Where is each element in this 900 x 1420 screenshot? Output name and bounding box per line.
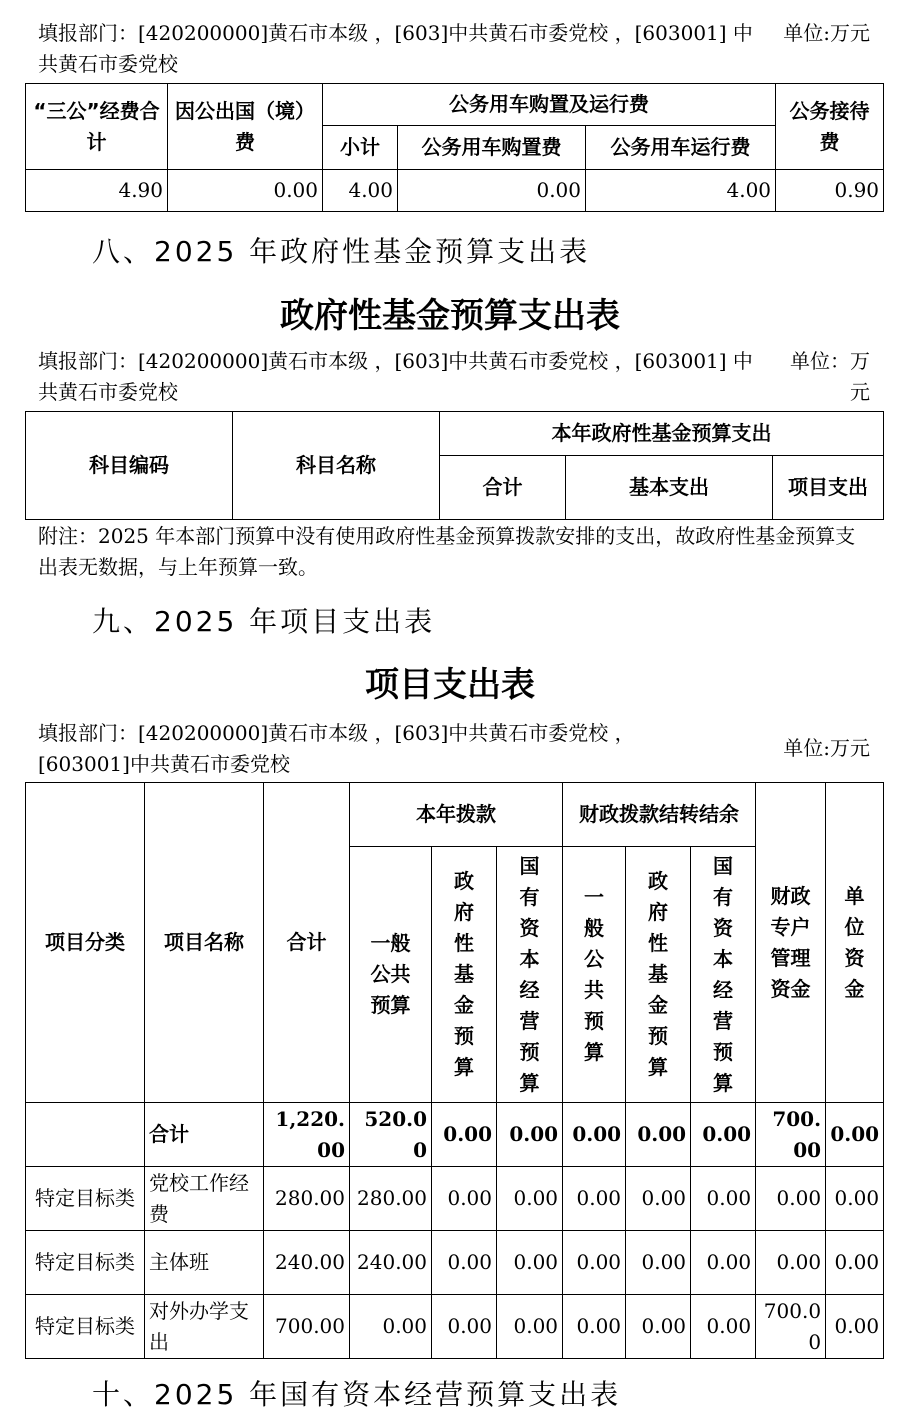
header-basic: 基本支出 <box>566 456 773 520</box>
row-special: 700.00 <box>756 1295 826 1359</box>
cell-abroad: 0.00 <box>168 170 323 212</box>
row-special: 0.00 <box>756 1167 826 1231</box>
row-carry-general: 0.00 <box>563 1231 626 1295</box>
section-10-heading: 十、2025 年国有资本经营预算支出表 <box>92 1378 622 1411</box>
s8-dept-line: 填报部门：[420200000]黄石市本级 ，[603]中共黄石市委党校 ，[603001] 中共黄石市委党校 <box>38 349 753 404</box>
header-code: 科目编码 <box>26 412 233 520</box>
header-unit-fund-text: 单位资金 <box>844 883 865 1001</box>
t7-unit: 单位:万元 <box>783 21 870 45</box>
row-carry-state-capital: 0.00 <box>691 1167 756 1231</box>
row-general: 0.00 <box>350 1295 432 1359</box>
total-row-special: 700.00 <box>756 1103 826 1167</box>
header-general-text: 一般公共预算 <box>370 931 411 1017</box>
header-sangong-total: “三公”经费合计 <box>26 84 168 170</box>
total-row-total: 1,220.00 <box>264 1103 350 1167</box>
row-state-capital: 0.00 <box>497 1167 563 1231</box>
row-carry-general: 0.00 <box>563 1167 626 1231</box>
header-state-capital-text: 国有资本经营预算 <box>519 853 540 1095</box>
total-row-gov-fund: 0.00 <box>432 1103 497 1167</box>
header-gov-fund <box>432 847 497 1103</box>
total-row-carry-gov-fund: 0.00 <box>626 1103 691 1167</box>
total-row-label: 合计 <box>145 1103 264 1167</box>
cell-subtotal: 4.00 <box>323 170 398 212</box>
total-row-unit-fund: 0.00 <box>826 1103 884 1167</box>
header-general <box>350 847 432 1103</box>
row-category: 特定目标类 <box>26 1167 145 1231</box>
row-gov-fund: 0.00 <box>432 1231 497 1295</box>
header-reception: 公务接待费 <box>776 84 884 170</box>
row-gov-fund: 0.00 <box>432 1167 497 1231</box>
cell-reception: 0.90 <box>776 170 884 212</box>
table-row <box>26 1167 884 1231</box>
header-project-total: 合计 <box>264 783 350 1103</box>
header-carry-general-text: 一般公共预算 <box>584 884 605 1064</box>
header-subtotal: 小计 <box>323 126 398 170</box>
row-unit-fund: 0.00 <box>826 1167 884 1231</box>
table-row <box>26 1231 884 1295</box>
header-carry-general <box>563 847 626 1103</box>
gov-fund-note: 附注：2025 年本部门预算中没有使用政府性基金预算拨款安排的支出，故政府性基金预算支出表无数据，与上年预算一致。 <box>38 524 856 579</box>
header-gov-fund-text: 政府性基金预算 <box>454 869 474 1079</box>
row-carry-general: 0.00 <box>563 1295 626 1359</box>
sangong-table <box>25 83 884 212</box>
total-row-category <box>26 1103 145 1167</box>
header-carry-state-capital <box>691 847 756 1103</box>
row-total: 280.00 <box>264 1167 350 1231</box>
row-unit-fund: 0.00 <box>826 1231 884 1295</box>
row-state-capital: 0.00 <box>497 1231 563 1295</box>
row-general: 280.00 <box>350 1167 432 1231</box>
s8-unit: 单位：万元 <box>790 349 870 404</box>
header-state-capital <box>497 847 563 1103</box>
header-car-run: 公务用车运行费 <box>586 126 776 170</box>
header-category: 项目分类 <box>26 783 145 1103</box>
cell-car-run: 4.00 <box>586 170 776 212</box>
project-table-title: 项目支出表 <box>365 665 535 705</box>
row-carry-gov-fund: 0.00 <box>626 1167 691 1231</box>
total-row-general: 520.00 <box>350 1103 432 1167</box>
row-carry-gov-fund: 0.00 <box>626 1231 691 1295</box>
header-project-name: 项目名称 <box>145 783 264 1103</box>
header-project: 项目支出 <box>773 456 884 520</box>
header-special-text: 财政专户管理资金 <box>770 883 811 1001</box>
header-car-purchase: 公务用车购置费 <box>398 126 586 170</box>
t7-dept-line: 填报部门：[420200000]黄石市本级 ，[603]中共黄石市委党校 ，[603001] 中共黄石市委党校 <box>38 21 753 76</box>
header-carry-state-capital-text: 国有资本经营预算 <box>713 853 734 1095</box>
section-8-heading: 八、2025 年政府性基金预算支出表 <box>92 235 591 268</box>
table-row <box>26 1295 884 1359</box>
row-state-capital: 0.00 <box>497 1295 563 1359</box>
gov-fund-table-title: 政府性基金预算支出表 <box>280 296 620 336</box>
header-total: 合计 <box>440 456 566 520</box>
row-special: 0.00 <box>756 1231 826 1295</box>
row-category: 特定目标类 <box>26 1295 145 1359</box>
row-carry-gov-fund: 0.00 <box>626 1295 691 1359</box>
row-project-name: 主体班 <box>145 1231 264 1295</box>
total-row-carry-general: 0.00 <box>563 1103 626 1167</box>
header-gov-fund-group: 本年政府性基金预算支出 <box>440 412 884 456</box>
row-total: 700.00 <box>264 1295 350 1359</box>
row-category: 特定目标类 <box>26 1231 145 1295</box>
row-unit-fund: 0.00 <box>826 1295 884 1359</box>
row-carry-state-capital: 0.00 <box>691 1231 756 1295</box>
project-table <box>25 782 884 1359</box>
total-row-state-capital: 0.00 <box>497 1103 563 1167</box>
s9-dept-line: 填报部门：[420200000]黄石市本级 ，[603]中共黄石市委党校 ，[603001]中共黄石市委党校 <box>38 721 635 776</box>
row-general: 240.00 <box>350 1231 432 1295</box>
gov-fund-table <box>25 411 884 520</box>
cell-car-purchase: 0.00 <box>398 170 586 212</box>
header-current-group: 本年拨款 <box>350 783 563 847</box>
header-special <box>756 783 826 1103</box>
header-car-group: 公务用车购置及运行费 <box>323 84 776 126</box>
s9-unit: 单位:万元 <box>783 736 870 760</box>
header-name: 科目名称 <box>233 412 440 520</box>
row-total: 240.00 <box>264 1231 350 1295</box>
header-carry-group: 财政拨款结转结余 <box>563 783 756 847</box>
total-row-carry-state-capital: 0.00 <box>691 1103 756 1167</box>
header-abroad: 因公出国（境）费 <box>168 84 323 170</box>
header-unit-fund <box>826 783 884 1103</box>
row-project-name: 对外办学支出 <box>145 1295 264 1359</box>
cell-sangong-total: 4.90 <box>26 170 168 212</box>
header-carry-gov-fund-text: 政府性基金预算 <box>648 869 669 1079</box>
row-carry-state-capital: 0.00 <box>691 1295 756 1359</box>
section-9-heading: 九、2025 年项目支出表 <box>92 605 436 638</box>
row-gov-fund: 0.00 <box>432 1295 497 1359</box>
row-project-name: 党校工作经费 <box>145 1167 264 1231</box>
header-carry-gov-fund <box>626 847 691 1103</box>
